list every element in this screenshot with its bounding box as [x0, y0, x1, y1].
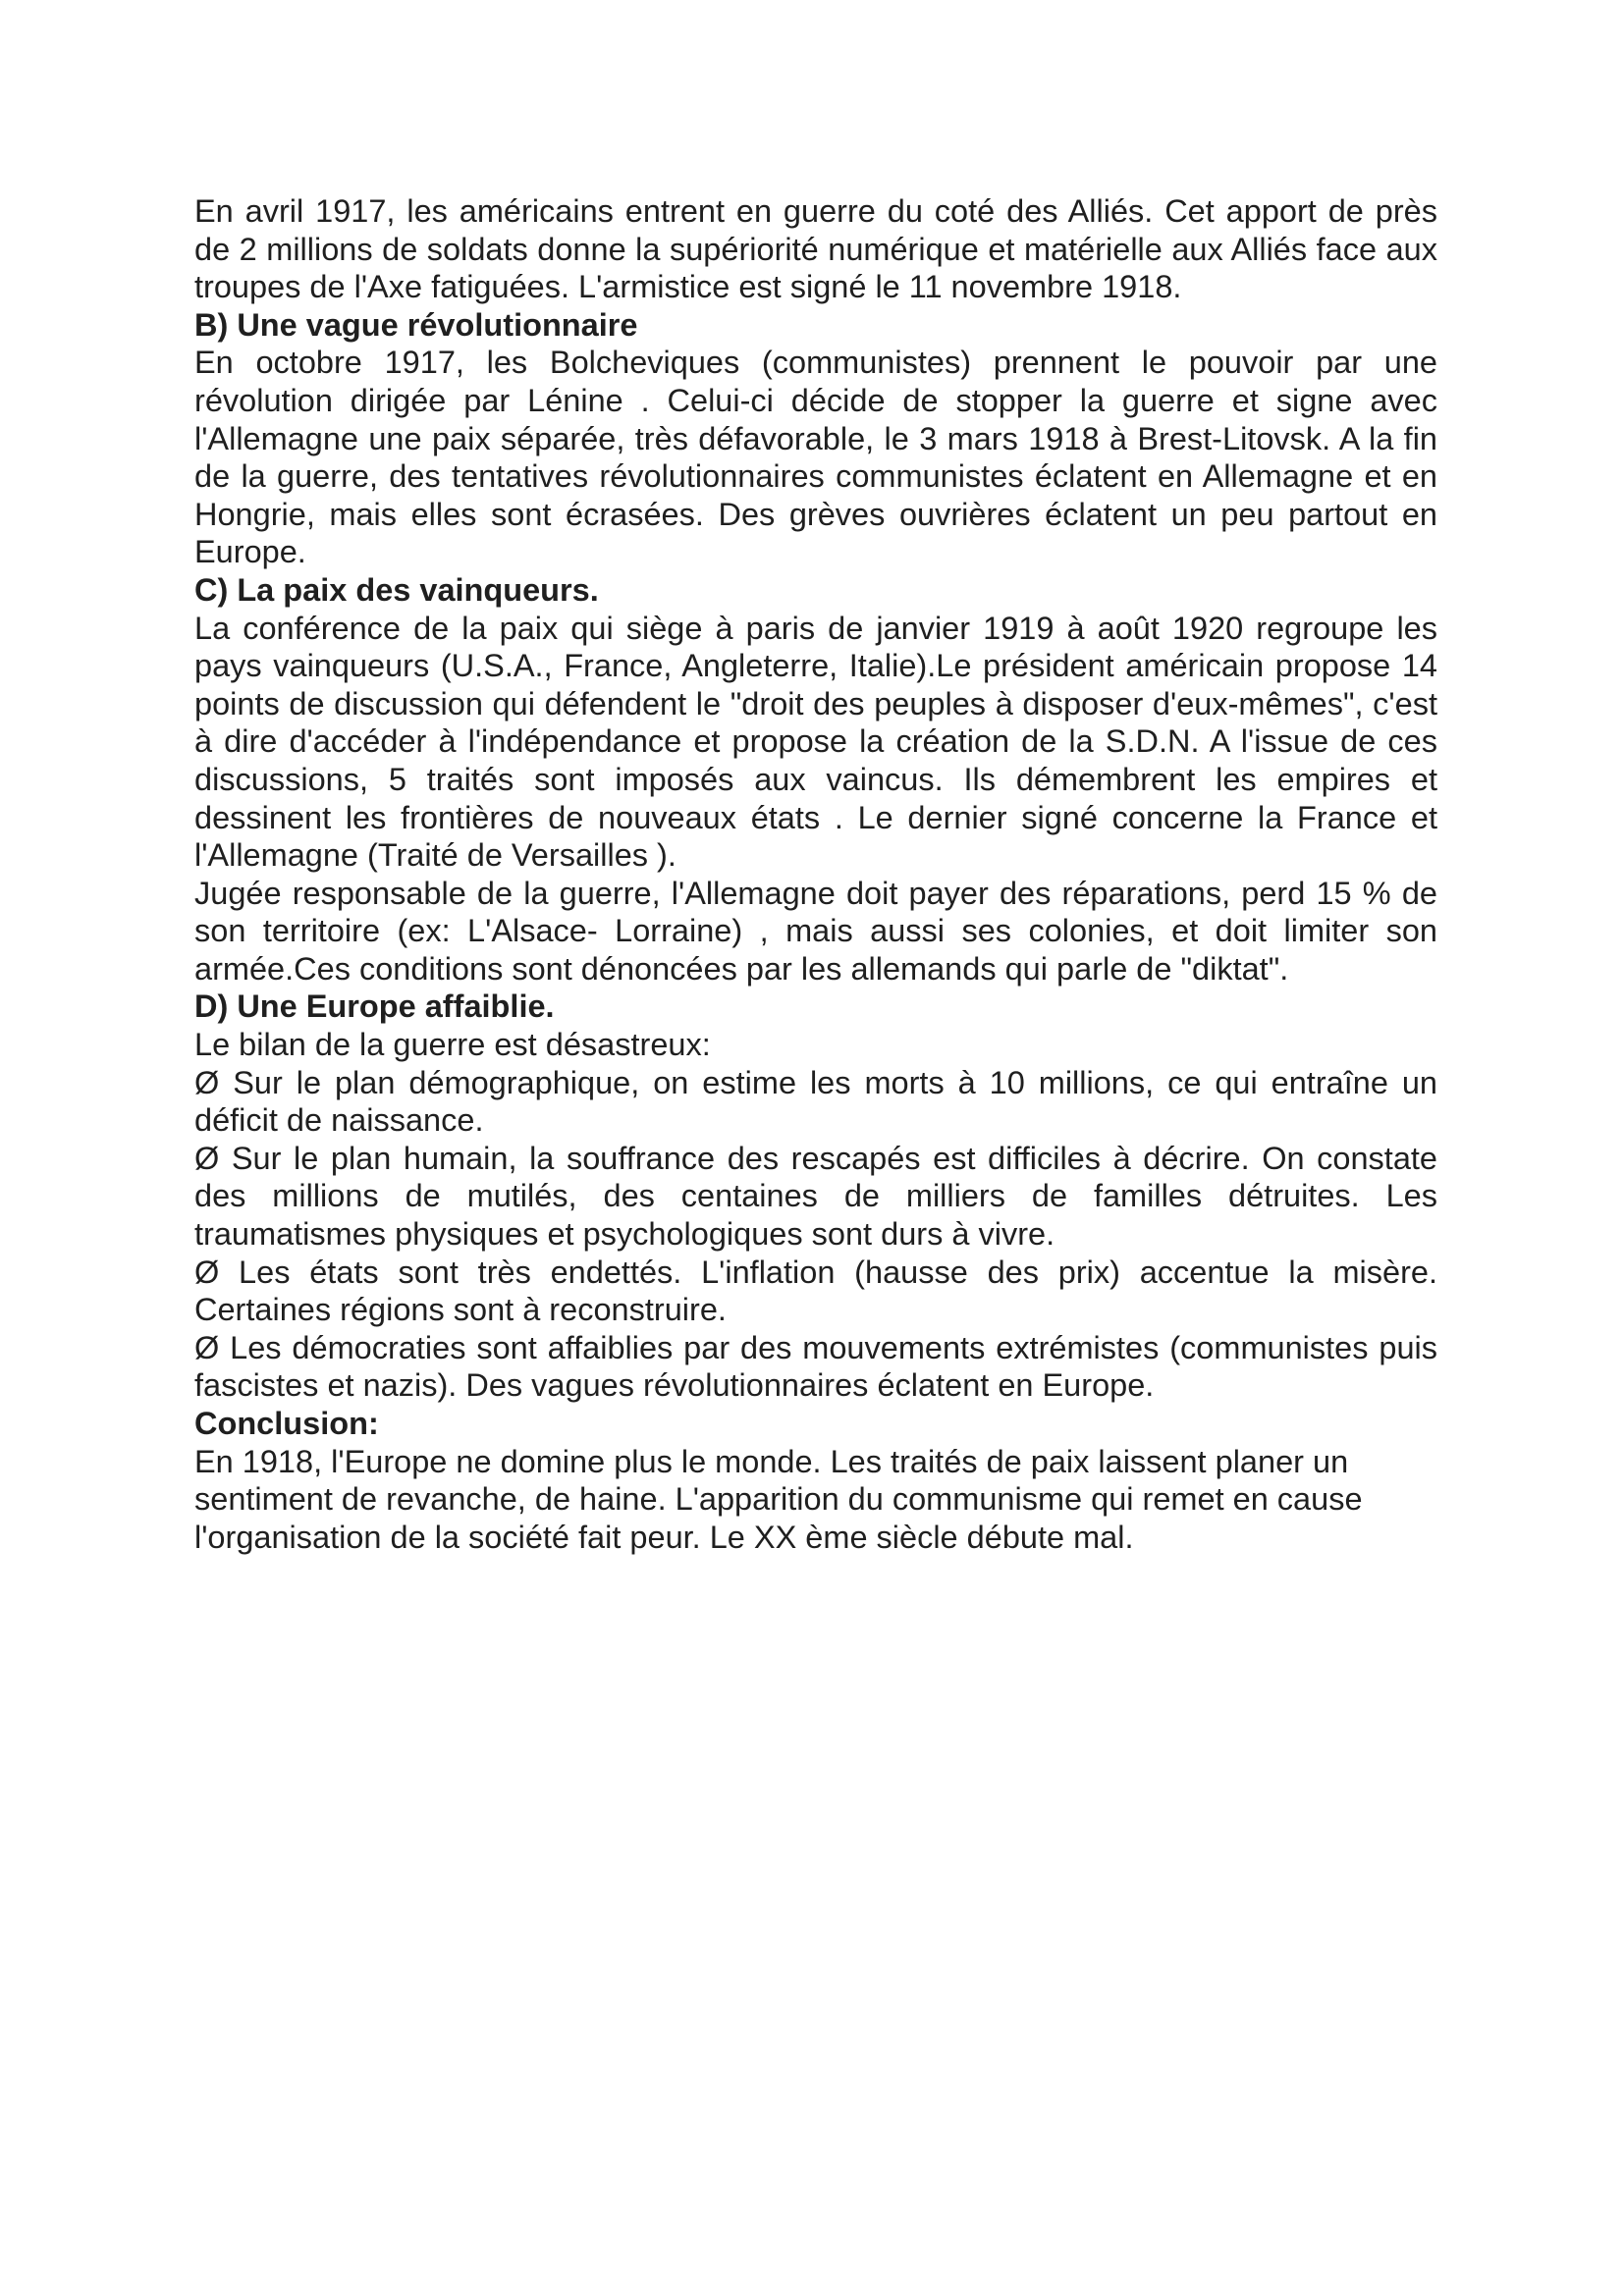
section-d-item-demographic: Ø Sur le plan démographique, on estime les morts à 10 millions, ce qui entraîne un déficit de naissance. — [194, 1064, 1437, 1139]
section-c-paragraph-2: Jugée responsable de la guerre, l'Allemagne doit payer des réparations, perd 15 % de son territoire (ex: L'Alsace- Lorraine) , mais aussi ses colonies, et doit limiter son armée.Ces conditions sont dénoncées par les allemands qui parle de "diktat". — [194, 875, 1437, 987]
section-c-paragraph-1: La conférence de la paix qui siège à paris de janvier 1919 à août 1920 regroupe les pays vainqueurs (U.S.A., France, Angleterre, Italie).Le président américain propose 14 points de discussion qui défendent le "droit des peuples à disposer d'eux-mêmes", c'est à dire d'accéder à l'indépendance et propose la création de la S.D.N. A l'issue de ces discussions, 5 traités sont imposés aux vaincus. Ils démembrent les empires et dessinent les frontières de nouveaux états . Le dernier signé concerne la France et l'Allemagne (Traité de Versailles ). — [194, 610, 1437, 874]
section-d-intro: Le bilan de la guerre est désastreux: — [194, 1027, 711, 1063]
document-page — [194, 192, 1437, 1556]
conclusion-heading: Conclusion: — [194, 1406, 379, 1441]
section-d-heading: D) Une Europe affaiblie. — [194, 988, 555, 1025]
section-d-item-democracies: Ø Les démocraties sont affaiblies par des mouvements extrémistes (communistes puis fascistes et nazis). Des vagues révolutionnaires éclatent en Europe. — [194, 1329, 1437, 1404]
section-c-heading: C) La paix des vainqueurs. — [194, 571, 599, 608]
section-d-item-debt: Ø Les états sont très endettés. L'inflation (hausse des prix) accentue la misère. Certaines régions sont à reconstruire. — [194, 1254, 1437, 1328]
conclusion-paragraph: En 1918, l'Europe ne domine plus le monde. Les traités de paix laissent planer un sentiment de revanche, de haine. L'apparition du communisme qui remet en cause l'organisation de la société fait peur. Le XX ème siècle débute mal. — [194, 1443, 1363, 1555]
section-b-heading: B) Une vague révolutionnaire — [194, 306, 638, 343]
section-b-paragraph: En octobre 1917, les Bolcheviques (communistes) prennent le pouvoir par une révolution dirigée par Lénine . Celui-ci décide de stopper la guerre et signe avec l'Allemagne une paix séparée, très défavorable, le 3 mars 1918 à Brest-Litovsk. A la fin de la guerre, des tentatives révolutionnaires communistes éclatent en Allemagne et en Hongrie, mais elles sont écrasées. Des grèves ouvrières éclatent un peu partout en Europe. — [194, 345, 1437, 570]
intro-paragraph: En avril 1917, les américains entrent en guerre du coté des Alliés. Cet apport de près de 2 millions de soldats donne la supériorité numérique et matérielle aux Alliés face aux troupes de l'Axe fatiguées. L'armistice est signé le 11 novembre 1918. — [194, 193, 1437, 305]
section-d-item-human: Ø Sur le plan humain, la souffrance des rescapés est difficiles à décrire. On constate des millions de mutilés, des centaines de milliers de familles détruites. Les traumatismes physiques et psychologiques sont durs à vivre. — [194, 1140, 1437, 1253]
